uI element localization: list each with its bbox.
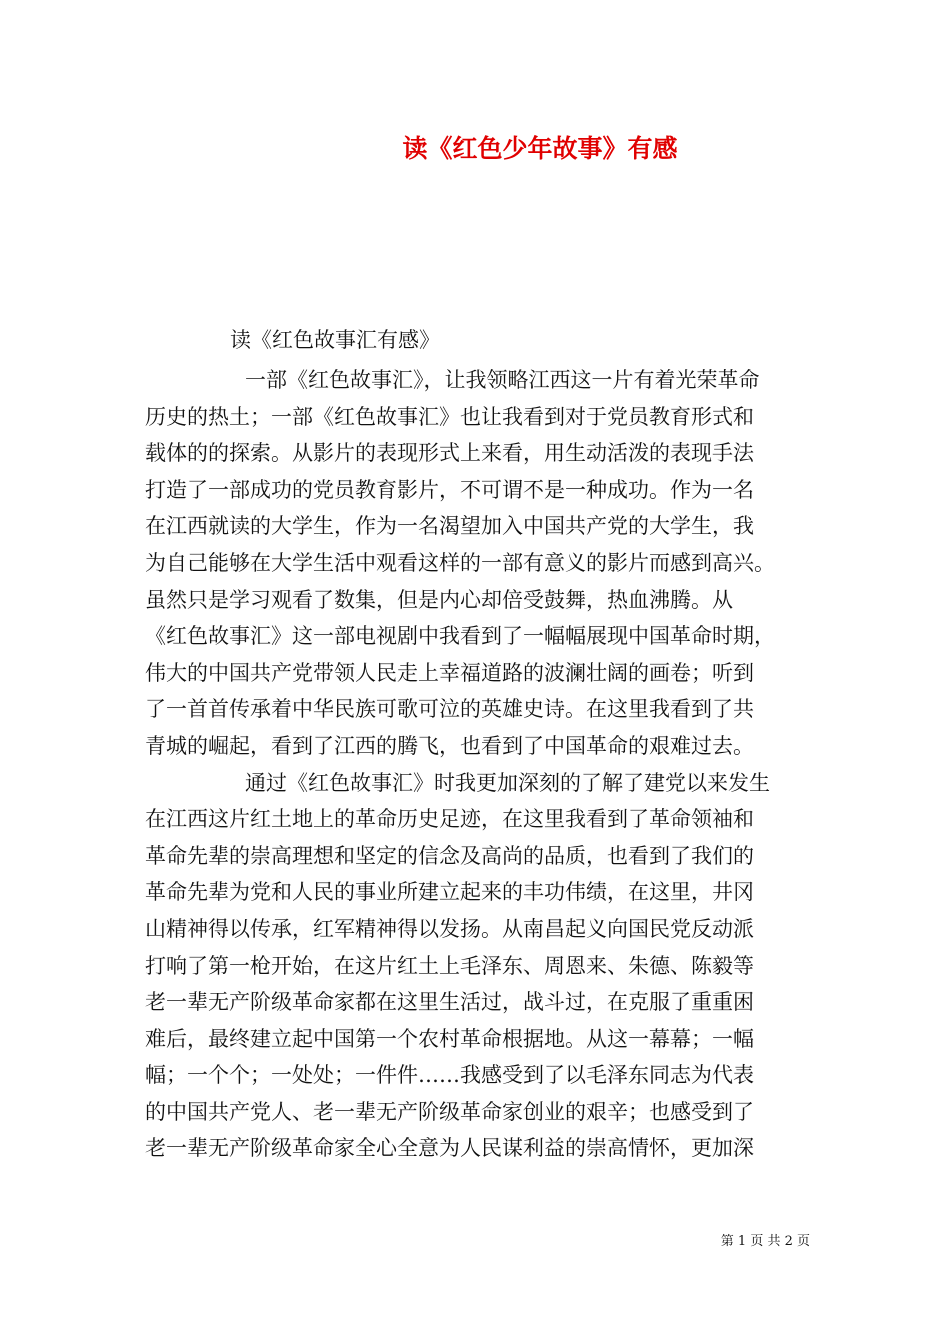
paragraph-line: 在江西这片红土地上的革命历史足迹，在这里我看到了革命领袖和 — [145, 807, 754, 832]
paragraph-line: 难后，最终建立起中国第一个农村革命根据地。从这一幕幕；一幅 — [145, 1026, 754, 1051]
paragraph-line: 打响了第一枪开始，在这片红土上毛泽东、周恩来、朱德、陈毅等 — [145, 953, 754, 978]
paragraph-line: 为自己能够在大学生活中观看这样的一部有意义的影片而感到高兴。 — [145, 550, 775, 575]
paragraph-line: 伟大的中国共产党带领人民走上幸福道路的波澜壮阔的画卷；听到 — [145, 660, 754, 685]
paragraph-line: 的中国共产党人、老一辈无产阶级革命家创业的艰辛；也感受到了 — [145, 1099, 754, 1124]
paragraph-line: 通过《红色故事汇》时我更加深刻的了解了建党以来发生 — [245, 770, 770, 795]
paragraph-line: 革命先辈的崇高理想和坚定的信念及高尚的品质，也看到了我们的 — [145, 843, 754, 868]
document-subtitle: 读《红色故事汇有感》 — [230, 328, 440, 352]
paragraph-line: 老一辈无产阶级革命家全心全意为人民谋利益的崇高情怀，更加深 — [145, 1136, 754, 1161]
paragraph-line: 打造了一部成功的党员教育影片，不可谓不是一种成功。作为一名 — [145, 477, 754, 502]
paragraph-line: 山精神得以传承，红军精神得以发扬。从南昌起义向国民党反动派 — [145, 916, 754, 941]
paragraph-line: 一部《红色故事汇》，让我领略江西这一片有着光荣革命 — [245, 368, 760, 392]
paragraph-line: 了一首首传承着中华民族可歌可泣的英雄史诗。在这里我看到了共 — [145, 697, 754, 722]
paragraph-line: 《红色故事汇》这一部电视剧中我看到了一幅幅展现中国革命时期， — [145, 624, 775, 649]
paragraph-line: 幅；一个个；一处处；一件件……我感受到了以毛泽东同志为代表 — [145, 1063, 754, 1088]
paragraph-line: 革命先辈为党和人民的事业所建立起来的丰功伟绩，在这里，井冈 — [145, 880, 754, 905]
paragraph-line: 虽然只是学习观看了数集，但是内心却倍受鼓舞，热血沸腾。从 — [145, 587, 733, 612]
paragraph-line: 青城的崛起，看到了江西的腾飞，也看到了中国革命的艰难过去。 — [145, 733, 754, 758]
paragraph-line: 历史的热土；一部《红色故事汇》也让我看到对于党员教育形式和 — [145, 404, 754, 429]
paragraph-line: 载体的的探索。从影片的表现形式上来看，用生动活泼的表现手法 — [145, 441, 754, 466]
page-title: 读《红色少年故事》有感 — [402, 134, 678, 163]
paragraph-line: 在江西就读的大学生，作为一名渴望加入中国共产党的大学生，我 — [145, 514, 754, 539]
page-footer: 第 1 页 共 2 页 — [720, 1234, 810, 1249]
document-body — [145, 362, 825, 1167]
paragraph-line: 老一辈无产阶级革命家都在这里生活过，战斗过，在克服了重重困 — [145, 990, 754, 1015]
